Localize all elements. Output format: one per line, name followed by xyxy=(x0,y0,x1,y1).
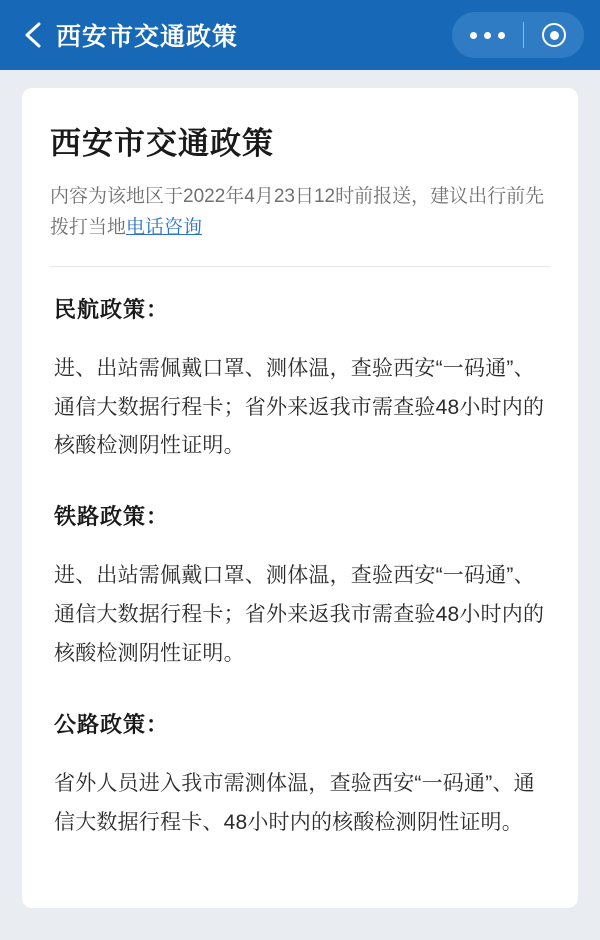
subtitle-text: 内容为该地区于2022年4月23日12时前报送，建议出行前先拨打当地 xyxy=(50,186,545,239)
page-content xyxy=(0,70,600,940)
target-circle-icon[interactable] xyxy=(524,23,584,47)
section-heading: 铁路政策： xyxy=(54,504,170,530)
chevron-left-icon xyxy=(22,20,44,50)
document-subtitle xyxy=(50,181,550,244)
target-ring xyxy=(542,23,566,47)
dot xyxy=(484,32,491,39)
divider xyxy=(50,266,550,267)
target-dot xyxy=(550,31,559,40)
section-body: 省外人员进入我市需测体温，查验西安“一码通”、通信大数据行程卡、48小时内的核酸检测阴性证明。 xyxy=(54,771,535,834)
dot xyxy=(498,32,505,39)
section-body: 进、出站需佩戴口罩、测体温，查验西安“一码通”、通信大数据行程卡；省外来返我市需查验48小时内的核酸检测阴性证明。 xyxy=(54,356,545,458)
policy-section-air xyxy=(50,293,550,467)
policy-card xyxy=(22,88,578,908)
more-dots-icon[interactable] xyxy=(452,32,523,39)
mini-program-capsule xyxy=(452,12,584,58)
back-button[interactable] xyxy=(16,18,50,52)
document-title: 西安市交通政策 xyxy=(50,126,274,161)
dot xyxy=(470,32,477,39)
page-title: 西安市交通政策 xyxy=(56,23,239,51)
section-body: 进、出站需佩戴口罩、测体温，查验西安“一码通”、通信大数据行程卡；省外来返我市需查验48小时内的核酸检测阴性证明。 xyxy=(54,564,545,665)
phone-consult-link[interactable]: 电话咨询 xyxy=(126,217,203,239)
policy-section-road xyxy=(50,708,550,843)
section-heading: 公路政策： xyxy=(54,711,170,737)
section-heading: 民航政策： xyxy=(54,296,170,322)
policy-section-rail xyxy=(50,500,550,674)
top-navigation-bar xyxy=(0,0,600,70)
